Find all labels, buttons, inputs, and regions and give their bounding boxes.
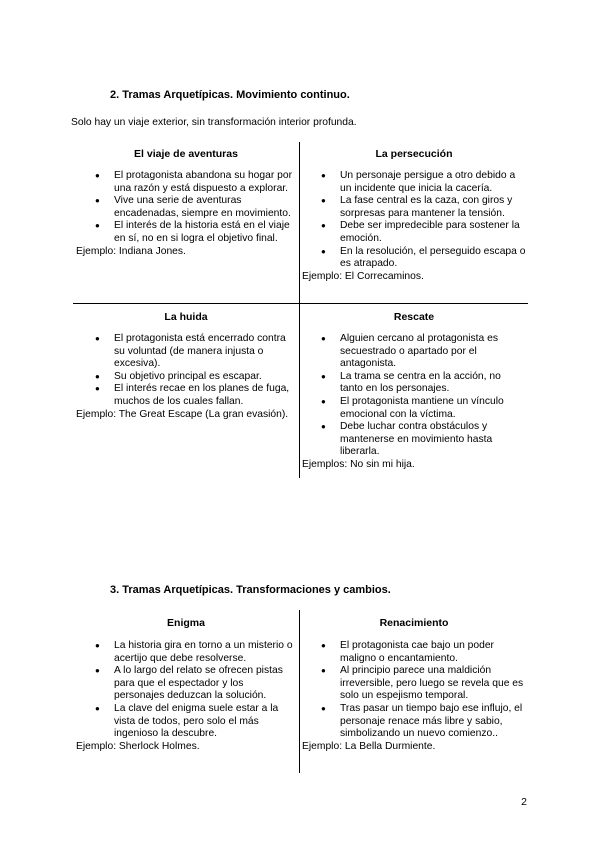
example-text: Ejemplo: El Correcaminos.: [302, 270, 424, 282]
list-item: ● Alguien cercano al protagonista es secuestrado o apartado por el antagonista.: [302, 333, 526, 371]
list-item: ● El protagonista mantiene un vínculo emocional con la víctima.: [302, 396, 526, 421]
list-item: ● El protagonista abandona su hogar por una razón y está dispuesto a explorar.: [76, 170, 296, 195]
list-item: ● Su objetivo principal es escapar.: [76, 371, 296, 384]
list-item: ● El interés recae en los planes de fuga, muchos de los cuales fallan.: [76, 383, 296, 408]
cell-la-huida: [76, 311, 296, 421]
example-text: Ejemplos: No sin mi hija.: [302, 458, 415, 470]
list-item: ● Un personaje persigue a otro debido a un incidente que inicia la cacería.: [302, 170, 526, 195]
list-item: ● La historia gira en torno a un misterio o acertijo que debe resolverse.: [76, 640, 296, 665]
cell-title: La huida: [164, 311, 208, 323]
example-text: Ejemplo: Sherlock Holmes.: [76, 740, 200, 752]
bullet-list: [302, 333, 526, 459]
list-item: ● El interés de la historia está en el viaje en sí, no en si logra el objetivo final.: [76, 220, 296, 245]
bullet-list: [76, 333, 296, 409]
table-1-vertical-divider: [299, 142, 300, 478]
cell-rescate: [302, 311, 526, 472]
cell-title: Renacimiento: [379, 617, 449, 629]
list-item: ● Debe ser impredecible para sostener la emoción.: [302, 220, 526, 245]
example-text: Ejemplo: La Bella Durmiente.: [302, 740, 436, 752]
bullet-list: [76, 170, 296, 246]
list-item: ● A lo largo del relato se ofrecen pistas para que el espectador y los personajes deduzcan la solución.: [76, 665, 296, 703]
section-3-heading: 3. Tramas Arquetípicas. Transformaciones y cambios.: [110, 584, 391, 596]
table-1-horizontal-divider: [73, 303, 528, 304]
cell-la-persecucion: [302, 148, 526, 283]
cell-enigma: [76, 617, 296, 753]
example-text: Ejemplo: Indiana Jones.: [76, 245, 186, 257]
section-2-intro: Solo hay un viaje exterior, sin transformación interior profunda.: [71, 117, 357, 128]
list-item: ● La fase central es la caza, con giros y sorpresas para mantener la tensión.: [302, 195, 526, 220]
section-2-heading: 2. Tramas Arquetípicas. Movimiento continuo.: [110, 89, 350, 101]
list-item: ● Debe luchar contra obstáculos y mantenerse en movimiento hasta liberarla.: [302, 421, 526, 459]
list-item: ● El protagonista cae bajo un poder maligno o encantamiento.: [302, 640, 526, 665]
cell-title: Enigma: [167, 617, 205, 629]
cell-title: Rescate: [393, 311, 435, 323]
cell-renacimiento: [302, 617, 526, 753]
list-item: ● El protagonista está encerrado contra su voluntad (de manera injusta o excesiva).: [76, 333, 296, 371]
cell-title: El viaje de aventuras: [134, 148, 238, 160]
cell-el-viaje-de-aventuras: [76, 148, 296, 258]
bullet-list: [302, 170, 526, 271]
list-item: ● La trama se centra en la acción, no tanto en los personajes.: [302, 371, 526, 396]
table-2-vertical-divider: [299, 610, 300, 773]
list-item: ● La clave del enigma suele estar a la vista de todos, pero solo el más ingenioso la descubre.: [76, 703, 296, 741]
list-item: ● Tras pasar un tiempo bajo ese influjo, el personaje renace más libre y sabio, simbolizando un nuevo comienzo..: [302, 703, 526, 741]
example-text: Ejemplo: The Great Escape (La gran evasión).: [76, 408, 289, 420]
bullet-list: [302, 640, 526, 741]
list-item: ● Vive una serie de aventuras encadenadas, siempre en movimiento.: [76, 195, 296, 220]
list-item: ● Al principio parece una maldición irreversible, pero luego se revela que es solo un espejismo temporal.: [302, 665, 526, 703]
bullet-list: [76, 640, 296, 741]
page-number: 2: [521, 796, 527, 808]
cell-title: La persecución: [375, 148, 453, 160]
list-item: ● En la resolución, el perseguido escapa o es atrapado.: [302, 246, 526, 271]
